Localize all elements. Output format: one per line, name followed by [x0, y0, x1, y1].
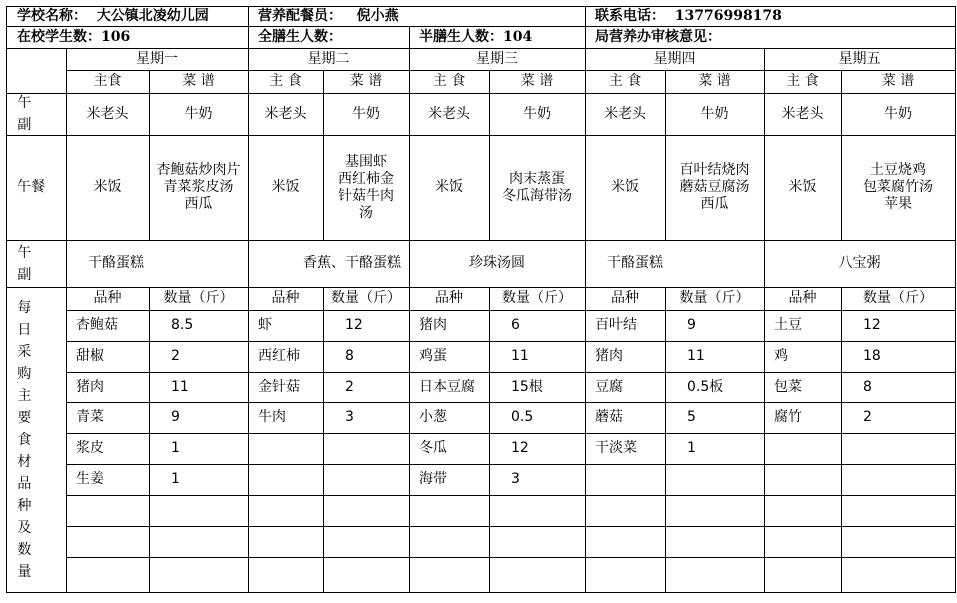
purchase-qty — [665, 526, 765, 558]
purchase-qty — [841, 526, 956, 558]
purchase-item — [585, 372, 666, 403]
purchase-item — [585, 310, 666, 342]
purchase-item-text: 日本豆腐 — [419, 378, 475, 395]
food-text: 米饭 — [93, 179, 122, 195]
food-text: 米老头 — [86, 105, 129, 122]
students-value: 106 — [101, 28, 131, 45]
purchase-item-text: 生姜 — [76, 471, 104, 487]
purchase-item — [248, 310, 324, 342]
purchase-item — [585, 433, 666, 465]
day-header — [66, 48, 249, 71]
students-label: 在校学生数： — [17, 28, 101, 45]
morning-staple — [585, 93, 666, 136]
purchase-qty — [841, 433, 956, 465]
morning-menu — [665, 93, 765, 136]
food-text: 干酪蛋糕 — [607, 255, 663, 271]
staple-header — [409, 70, 490, 94]
col-header: 菜 谱 — [698, 73, 731, 89]
purchase-qty — [323, 402, 410, 434]
col-header: 主 食 — [786, 73, 819, 89]
purchase-item-text: 牛肉 — [258, 409, 286, 425]
col-header: 品种 — [788, 290, 817, 306]
purchase-qty — [665, 372, 765, 403]
food-text: 珍珠汤圆 — [469, 255, 525, 271]
purchase-qty-text: 18 — [863, 348, 881, 364]
dietitian-info — [248, 6, 586, 27]
morning-menu — [489, 93, 586, 136]
purchase-item-text: 豆腐 — [595, 378, 623, 395]
purchase-qty — [323, 495, 410, 527]
meal-label: 午副 — [17, 95, 32, 133]
day-name: 星期一 — [136, 50, 178, 67]
purchase-item-text: 猪肉 — [419, 317, 447, 333]
purchase-qty — [323, 464, 410, 496]
purchase-qty-text: 11 — [511, 348, 529, 364]
col-header: 菜 谱 — [520, 73, 554, 89]
purchase-item — [409, 310, 490, 342]
purchase-qty — [489, 464, 586, 496]
purchase-item-header — [66, 287, 150, 311]
purchase-qty-text: 9 — [687, 317, 696, 333]
purchase-item — [66, 495, 150, 527]
purchase-qty-text: 12 — [511, 440, 529, 456]
food-text: 土豆烧鸡 包菜腐竹汤 苹果 — [863, 162, 933, 212]
purchase-item-text: 猪肉 — [595, 348, 623, 364]
morning-snack-label — [6, 93, 67, 136]
purchase-item — [409, 526, 490, 558]
food-text: 牛奶 — [884, 105, 912, 122]
lunch-menu — [323, 135, 410, 241]
purchase-item-text: 包菜 — [774, 378, 802, 395]
purchase-qty-header — [323, 287, 410, 311]
food-text: 八宝粥 — [838, 255, 881, 271]
day-header — [248, 48, 410, 71]
purchase-item — [248, 402, 324, 434]
purchase-qty — [489, 526, 586, 558]
purchase-qty-text: 0.5板 — [687, 378, 724, 395]
purchase-item — [409, 464, 490, 496]
purchase-qty — [149, 495, 249, 527]
purchase-item — [585, 495, 666, 527]
purchase-item — [764, 310, 842, 342]
purchase-item — [248, 433, 324, 465]
afternoon-snack — [409, 240, 586, 288]
menu-header — [665, 70, 765, 94]
school-name: 大公镇北凌幼儿园 — [96, 8, 209, 24]
morning-staple — [66, 93, 150, 136]
purchase-item — [585, 557, 666, 593]
day-header — [585, 48, 765, 71]
purchase-qty — [149, 526, 249, 558]
purchase-qty — [323, 557, 410, 593]
purchase-item — [409, 402, 490, 434]
purchase-qty — [149, 341, 249, 373]
food-text: 百叶结烧肉 蘑菇豆腐汤 西瓜 — [679, 162, 750, 212]
purchase-qty — [665, 495, 765, 527]
lunch-label — [6, 135, 67, 241]
purchase-label — [6, 287, 67, 593]
food-text: 基围虾 西红柿金 针菇牛肉 汤 — [338, 153, 394, 221]
lunch-menu — [489, 135, 586, 241]
purchase-qty — [489, 372, 586, 403]
full-meal-info — [248, 26, 410, 49]
purchase-qty-text: 8 — [345, 348, 354, 364]
lunch-staple — [409, 135, 490, 241]
purchase-qty — [841, 372, 956, 403]
purchase-item-text: 猪肉 — [76, 378, 104, 395]
morning-staple — [764, 93, 842, 136]
col-header: 数量（斤） — [679, 290, 750, 306]
afternoon-snack — [585, 240, 765, 288]
purchase-item-text: 金针菇 — [258, 378, 300, 395]
purchase-qty-text: 2 — [345, 378, 354, 395]
purchase-item-text: 浆皮 — [76, 440, 104, 456]
purchase-item-text: 鸡蛋 — [419, 348, 447, 364]
menu-header — [841, 70, 956, 94]
purchase-qty-text: 8.5 — [171, 317, 194, 333]
purchase-qty-text: 8 — [863, 378, 872, 395]
lunch-staple — [585, 135, 666, 241]
purchase-qty — [149, 402, 249, 434]
purchase-qty-text: 11 — [171, 378, 189, 395]
purchase-qty — [323, 372, 410, 403]
day-name: 星期四 — [653, 50, 696, 67]
meal-label: 午副 — [17, 244, 32, 283]
food-text: 米老头 — [781, 105, 824, 122]
purchase-item-header — [409, 287, 490, 311]
purchase-qty-text: 12 — [345, 317, 363, 333]
purchase-qty-text: 9 — [171, 409, 180, 425]
lunch-menu — [841, 135, 956, 241]
purchase-item-text: 海带 — [419, 471, 447, 487]
purchase-qty-text: 5 — [687, 409, 696, 425]
afternoon-snack — [764, 240, 956, 288]
purchase-item-header — [764, 287, 842, 311]
purchase-qty — [323, 526, 410, 558]
purchase-item-text: 干淡菜 — [595, 440, 637, 456]
food-text: 米饭 — [435, 179, 463, 195]
meal-label: 午餐 — [17, 179, 45, 195]
lunch-menu — [149, 135, 249, 241]
purchase-item — [248, 526, 324, 558]
food-text: 牛奶 — [700, 105, 729, 122]
purchase-item — [585, 464, 666, 496]
purchase-item — [248, 464, 324, 496]
purchase-item — [66, 557, 150, 593]
purchase-item — [66, 341, 150, 373]
purchase-item — [409, 495, 490, 527]
review-info — [585, 26, 956, 49]
school-label: 学校名称： — [17, 8, 87, 24]
purchase-item — [248, 341, 324, 373]
purchase-qty — [665, 433, 765, 465]
school-info — [6, 6, 249, 27]
half-meal-value: 104 — [503, 28, 533, 45]
col-header: 主 食 — [269, 73, 302, 89]
purchase-item-text: 冬瓜 — [419, 440, 447, 456]
day-name: 星期五 — [838, 50, 881, 67]
corner-cell — [6, 48, 67, 94]
phone-label: 联系电话： — [595, 8, 665, 24]
purchase-item-text: 杏鲍菇 — [76, 317, 118, 333]
review-label: 局营养办审核意见： — [595, 28, 721, 45]
col-header: 菜 谱 — [881, 73, 915, 89]
purchase-qty-text: 12 — [863, 317, 881, 333]
food-text: 米饭 — [788, 179, 817, 195]
morning-menu — [323, 93, 410, 136]
phone-value: 13776998178 — [674, 8, 782, 24]
purchase-item-text: 甜椒 — [76, 348, 104, 364]
purchase-qty-text: 2 — [171, 348, 180, 364]
col-header: 主 食 — [608, 73, 642, 89]
purchase-qty-text: 15根 — [511, 378, 543, 395]
food-text: 米老头 — [264, 105, 307, 122]
food-text: 牛奶 — [523, 105, 551, 122]
food-text: 米老头 — [604, 105, 646, 122]
purchase-qty — [665, 341, 765, 373]
purchase-item — [585, 341, 666, 373]
menu-header — [323, 70, 410, 94]
purchase-qty-header — [841, 287, 956, 311]
col-header: 菜 谱 — [182, 73, 215, 89]
purchase-qty-text: 1 — [171, 471, 180, 487]
purchase-qty-text: 1 — [171, 440, 180, 456]
purchase-item — [66, 372, 150, 403]
purchase-qty — [323, 310, 410, 342]
day-header — [409, 48, 586, 71]
purchase-qty-header — [489, 287, 586, 311]
col-header: 数量（斤） — [163, 290, 234, 306]
staple-header — [248, 70, 324, 94]
purchase-qty — [149, 372, 249, 403]
col-header: 品种 — [93, 290, 122, 306]
morning-menu — [841, 93, 956, 136]
purchase-item — [764, 341, 842, 373]
purchase-item — [585, 526, 666, 558]
purchase-qty — [665, 310, 765, 342]
purchase-qty-text: 3 — [511, 471, 520, 487]
col-header: 主 食 — [432, 73, 466, 89]
purchase-item — [409, 372, 490, 403]
col-header: 数量（斤） — [331, 290, 401, 306]
half-meal-info — [409, 26, 586, 49]
menu-header — [489, 70, 586, 94]
col-header: 数量（斤） — [502, 290, 572, 306]
purchase-item — [585, 402, 666, 434]
food-text: 牛奶 — [352, 105, 380, 122]
food-text: 牛奶 — [184, 105, 213, 122]
purchase-qty — [489, 310, 586, 342]
purchase-qty — [665, 557, 765, 593]
staple-header — [764, 70, 842, 94]
purchase-item — [66, 402, 150, 434]
students-info — [6, 26, 249, 49]
purchase-item-text: 青菜 — [76, 409, 104, 425]
purchase-item — [66, 310, 150, 342]
purchase-qty — [841, 310, 956, 342]
purchase-qty — [489, 557, 586, 593]
food-text: 米饭 — [611, 179, 639, 195]
col-header: 菜 谱 — [349, 73, 383, 89]
lunch-menu — [665, 135, 765, 241]
purchase-qty — [323, 341, 410, 373]
afternoon-snack — [66, 240, 249, 288]
col-header: 品种 — [435, 290, 463, 306]
purchase-qty — [489, 433, 586, 465]
purchase-item — [66, 464, 150, 496]
phone-info — [585, 6, 956, 27]
purchase-item — [409, 557, 490, 593]
morning-menu — [149, 93, 249, 136]
col-header: 主食 — [93, 73, 122, 89]
purchase-item-header — [585, 287, 666, 311]
food-text: 米饭 — [271, 179, 300, 195]
day-name: 星期二 — [307, 50, 350, 67]
col-header: 品种 — [271, 290, 300, 306]
purchase-qty — [489, 495, 586, 527]
purchase-qty — [149, 557, 249, 593]
purchase-item — [66, 433, 150, 465]
purchase-qty — [841, 402, 956, 434]
dietitian-label: 营养配餐员： — [258, 8, 342, 24]
staple-header — [585, 70, 666, 94]
purchase-item-text: 蘑菇 — [595, 409, 623, 425]
purchase-qty — [665, 464, 765, 496]
purchase-qty — [841, 557, 956, 593]
purchase-item — [764, 433, 842, 465]
afternoon-snack — [248, 240, 410, 288]
purchase-item-text: 虾 — [258, 317, 272, 333]
purchase-item — [764, 526, 842, 558]
purchase-qty — [665, 402, 765, 434]
purchase-qty-header — [149, 287, 249, 311]
col-header: 品种 — [611, 290, 639, 306]
purchase-qty-text: 1 — [687, 440, 696, 456]
purchase-item — [248, 557, 324, 593]
purchase-item — [409, 341, 490, 373]
lunch-staple — [248, 135, 324, 241]
purchase-item-text: 西红柿 — [258, 348, 300, 364]
purchase-item — [248, 372, 324, 403]
purchase-item — [764, 495, 842, 527]
afternoon-snack-label — [6, 240, 67, 288]
purchase-qty-text: 3 — [345, 409, 354, 425]
purchase-qty — [323, 433, 410, 465]
purchase-item — [409, 433, 490, 465]
staple-header — [66, 70, 150, 94]
purchase-item-header — [248, 287, 324, 311]
purchase-item-text: 腐竹 — [774, 409, 802, 425]
morning-staple — [409, 93, 490, 136]
purchase-qty — [841, 341, 956, 373]
day-name: 星期三 — [476, 50, 518, 67]
purchase-qty-header — [665, 287, 765, 311]
purchase-qty — [841, 495, 956, 527]
purchase-qty — [149, 310, 249, 342]
full-meal-label: 全膳生人数： — [258, 28, 342, 45]
dietitian-name: 倪小燕 — [356, 8, 399, 24]
purchase-qty-text: 11 — [687, 348, 705, 364]
lunch-staple — [764, 135, 842, 241]
purchase-item-text: 小葱 — [419, 409, 447, 425]
purchase-qty-text: 2 — [863, 409, 872, 425]
purchase-item-text: 百叶结 — [595, 317, 637, 333]
day-header — [764, 48, 956, 71]
col-header: 数量（斤） — [863, 290, 933, 306]
purchase-qty-text: 6 — [511, 317, 520, 333]
purchase-qty-text: 0.5 — [511, 409, 534, 425]
purchase-qty — [841, 464, 956, 496]
purchase-item-text: 土豆 — [774, 317, 802, 333]
purchase-item — [66, 526, 150, 558]
purchase-item — [764, 402, 842, 434]
purchase-item — [764, 464, 842, 496]
menu-header — [149, 70, 249, 94]
food-text: 米老头 — [428, 105, 470, 122]
food-text: 杏鲍菇炒肉片 青菜浆皮汤 西瓜 — [156, 162, 241, 212]
purchase-qty — [489, 341, 586, 373]
purchase-item-text: 鸡 — [774, 348, 788, 364]
half-meal-label: 半膳生人数： — [419, 28, 503, 45]
purchase-qty — [489, 402, 586, 434]
food-text: 肉末蒸蛋 冬瓜海带汤 — [502, 170, 572, 204]
purchase-item — [764, 372, 842, 403]
food-text: 干酪蛋糕 — [88, 255, 144, 271]
purchase-qty — [149, 433, 249, 465]
purchase-qty — [149, 464, 249, 496]
meal-label: 每日采购主要食材品种及数量 — [17, 299, 32, 580]
purchase-item — [764, 557, 842, 593]
purchase-item — [248, 495, 324, 527]
lunch-staple — [66, 135, 150, 241]
morning-staple — [248, 93, 324, 136]
food-text: 香蕉、干酪蛋糕 — [303, 255, 401, 271]
